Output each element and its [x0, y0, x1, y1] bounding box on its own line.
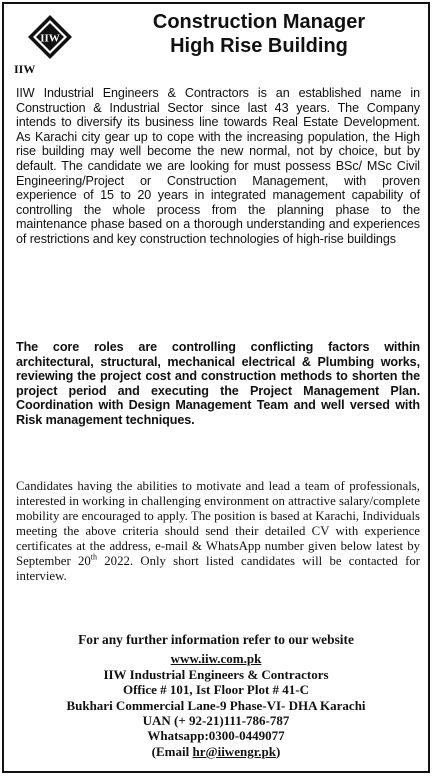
logo-caption: IIW: [14, 62, 36, 76]
footer-lead: For any further information refer to our website: [78, 632, 354, 647]
email-prefix: (Email: [151, 743, 193, 759]
footer-company: IIW Industrial Engineers & Contractors: [103, 666, 329, 682]
logo-mark: IIW: [40, 32, 60, 45]
contact-footer: [8, 632, 424, 759]
diamond-logo-icon: [27, 14, 73, 60]
footer-whatsapp: Whatsapp:0300-0449077: [147, 728, 285, 744]
footer-email-line: [8, 744, 424, 759]
application-paragraph: [16, 479, 420, 584]
job-title-line-1: Construction Manager: [152, 11, 366, 33]
website-link[interactable]: www.iiw.com.pk: [170, 651, 262, 667]
core-roles-paragraph: The core roles are controlling conflicting factors within architectural, structural, mechanical electrical & Plumbing works, reviewing the project cost and construction methods to shorten the project period and executing the Project Management Plan. Coordination with Design Management Team and well versed with Risk management techniques.: [16, 340, 420, 427]
company-logo: [14, 12, 84, 76]
job-advertisement: [2, 2, 430, 773]
job-title: [96, 10, 422, 58]
application-text: Candidates having the abilities to motivate and lead a team of professionals, interested in working in challenging environment on attractive salary/complete mobility are encouraged to apply. The position is based at Karachi, Individuals meeting the above criteria should send their detailed CV with experience certificates at the address, e-mail & WhatsApp number given below latest by September 20: [16, 479, 420, 568]
application-text-end: 2022. Only short listed candidates will be contacted for interview.: [16, 554, 420, 583]
company-intro-paragraph: IIW Industrial Engineers & Contractors is an established name in Construction & Industrial Sector since last 43 years. The Company intends to diversify its business line towards Real Estate Development. As Karachi city gear up to cope with the increasing population, the High rise building may well become the new normal, not by choice, but by default. The candidate we are looking for must possess BSc/ MSc Civil Engineering/Project or Construction Management, with proven experience of 15 to 20 years in integrated management capability of controlling the whole process from the planning phase to the maintenance phase based on a thorough understanding and experiences of restrictions and key construction technologies of high-rise buildings: [16, 86, 420, 246]
job-title-line-2: High Rise Building: [170, 35, 348, 57]
email-suffix: ): [275, 743, 281, 759]
footer-office: Office # 101, Ist Floor Plot # 41-C: [122, 682, 310, 698]
email-link[interactable]: hr@iiwengr.pk: [192, 743, 276, 759]
footer-uan: UAN (+ 92-21)111-786-787: [142, 713, 290, 729]
ad-header: [4, 4, 428, 80]
date-ordinal: th: [90, 552, 98, 562]
footer-address: Bukhari Commercial Lane-9 Phase-VI- DHA Karachi: [66, 697, 366, 713]
